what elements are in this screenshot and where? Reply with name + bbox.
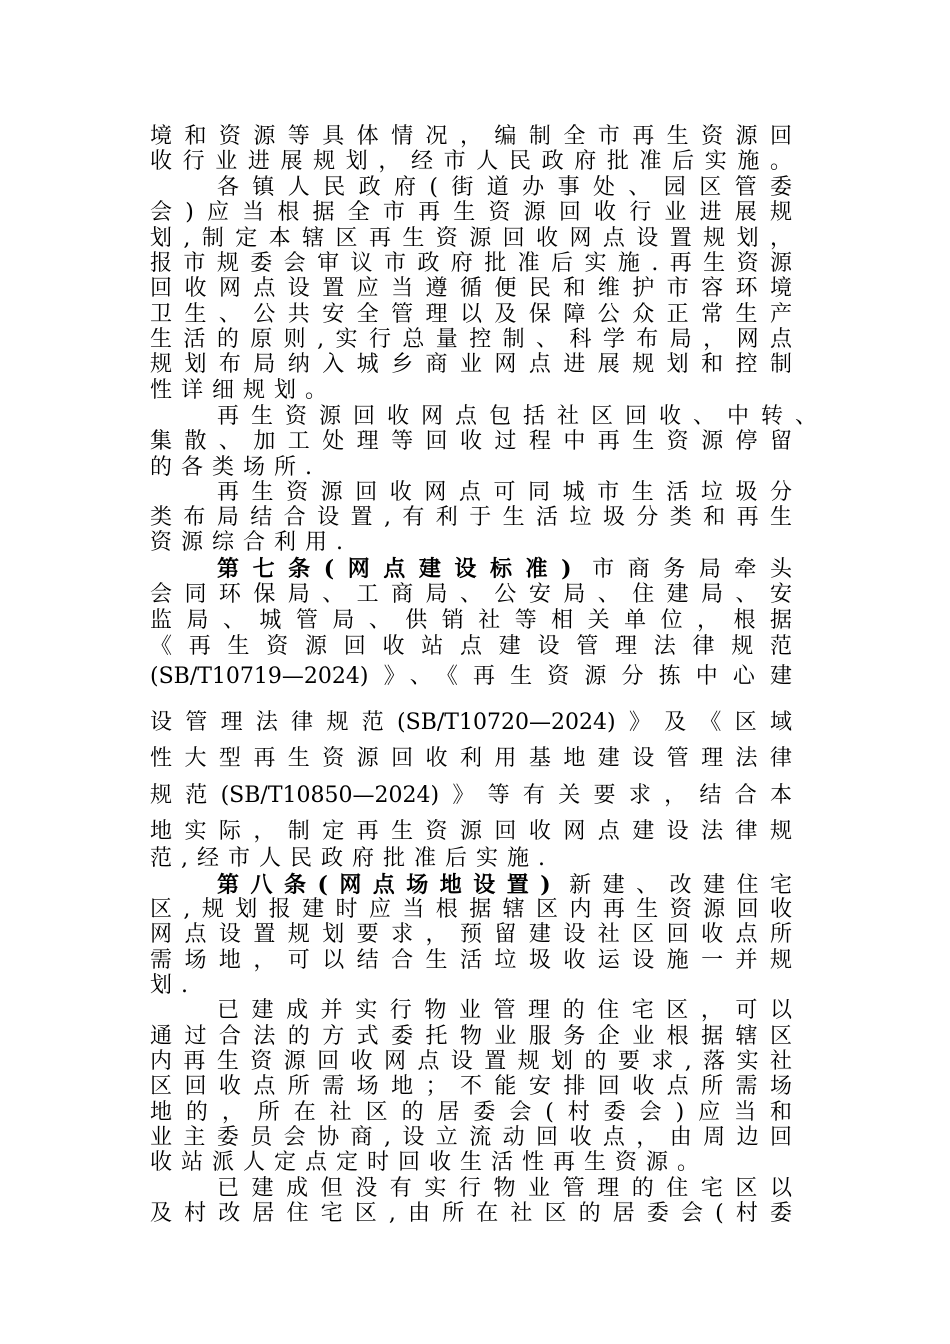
text-line: 设管理法律规范(SB/T10720—2024)》及《区域 <box>150 710 792 735</box>
text-line: 会)应当根据全市再生资源回收行业进展规 <box>150 200 792 225</box>
paragraph-start-line: 已建成并实行物业管理的住宅区，可以 <box>217 998 792 1023</box>
text-line: 报市规委会审议市政府批准后实施.再生资源 <box>150 251 792 276</box>
text-line: 生活的原则,实行总量控制、科学布局，网点 <box>150 327 792 352</box>
text-line: 《再生资源回收站点建设管理法律规范 <box>150 634 792 659</box>
text-line: 的各类场所. <box>150 455 321 480</box>
text-line: 划. <box>150 973 197 998</box>
text-line: 规范(SB/T10850—2024)》等有关要求，结合本 <box>150 783 792 808</box>
text-line: 内再生资源回收网点设置规划的要求,落实社 <box>150 1049 792 1074</box>
text-line: 会同环保局、工商局、公安局、住建局、安 <box>150 582 792 607</box>
text-line: 监局、城管局、供销社等相关单位，根据 <box>150 608 792 633</box>
article-8-heading: 第八条(网点场地设置) <box>217 872 551 898</box>
text-line: 收站派人定点定时回收生活性再生资源。 <box>150 1150 709 1175</box>
text-line: 卫生、公共安全管理以及保障公众正常生产 <box>150 302 792 327</box>
text-line: 性大型再生资源回收利用基地建设管理法律 <box>150 746 792 771</box>
text-line: (SB/T10719—2024)》、《再生资源分拣中心建 <box>150 664 792 689</box>
text-line: 划,制定本辖区再生资源回收网点设置规划， <box>150 226 792 251</box>
paragraph-start-line: 已建成但没有实行物业管理的住宅区以 <box>217 1176 792 1201</box>
paragraph-start-line: 再生资源回收网点包括社区回收、中转、 <box>217 404 817 429</box>
text-line: 资源综合利用. <box>150 530 352 555</box>
text-line: 规划布局纳入城乡商业网点进展规划和控制 <box>150 352 792 377</box>
paragraph-start-line: 再生资源回收网点可同城市生活垃圾分 <box>217 480 792 505</box>
text-line: 通过合法的方式委托物业服务企业根据辖区 <box>150 1024 792 1049</box>
text-line: 类布局结合设置,有利于生活垃圾分类和再生 <box>150 505 792 530</box>
article-7-first-line-text: 市商务局牵头 <box>592 557 792 582</box>
text-line: 回收网点设置应当遵循便民和维护市容环境 <box>150 276 792 301</box>
text-line: 需场地，可以结合生活垃圾收运设施一并规 <box>150 948 792 973</box>
text-line: 境和资源等具体情况，编制全市再生资源回 <box>150 124 792 149</box>
paragraph-start-line: 各镇人民政府(街道办事处、园区管委 <box>217 175 792 200</box>
text-line: 性详细规划。 <box>150 378 337 403</box>
text-line: 区,规划报建时应当根据辖区内再生资源回收 <box>150 897 792 922</box>
text-line: 区回收点所需场地；不能安排回收点所需场 <box>150 1074 792 1099</box>
text-line: 范,经市人民政府批准后实施. <box>150 846 554 871</box>
article-7-heading: 第七条(网点建设标准) <box>217 556 572 582</box>
text-line: 集散、加工处理等回收过程中再生资源停留 <box>150 429 792 454</box>
text-line: 收行业进展规划，经市人民政府批准后实施。 <box>150 149 792 174</box>
text-line: 地的，所在社区的居委会(村委会)应当和 <box>150 1100 792 1125</box>
text-line: 地实际，制定再生资源回收网点建设法律规 <box>150 819 792 844</box>
text-line: 及村改居住宅区,由所在社区的居委会(村委 <box>150 1201 792 1226</box>
text-line: 业主委员会协商,设立流动回收点，由周边回 <box>150 1125 792 1150</box>
text-line: 网点设置规划要求，预留建设社区回收点所 <box>150 922 792 947</box>
article-8-first-line-text: 新建、改建住宅 <box>569 873 792 898</box>
